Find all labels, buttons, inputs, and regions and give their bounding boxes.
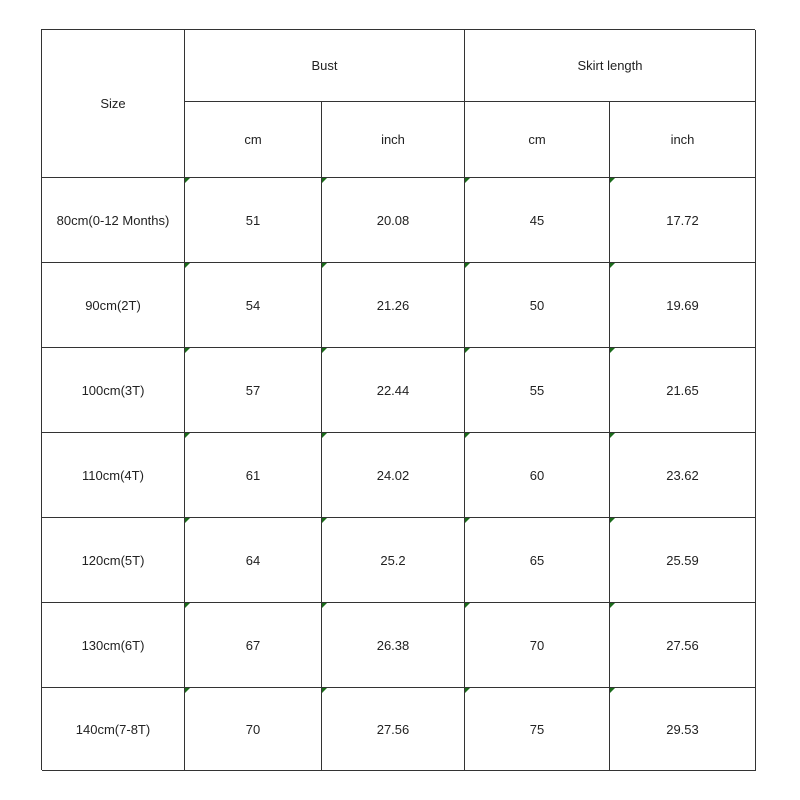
table-row-bust-cm — [185, 433, 322, 518]
bust-inch-header-label: inch — [381, 132, 405, 147]
skirt-cm-header — [465, 102, 610, 178]
bust-cm-header-label: cm — [244, 132, 262, 147]
bust-cm-header — [185, 102, 322, 178]
bust-cm-value: 51 — [245, 212, 261, 228]
bust-cm-value: 70 — [245, 721, 261, 737]
table-row-bust-cm — [185, 688, 322, 771]
skirt-cm-value: 45 — [529, 212, 545, 228]
table-row-size — [42, 263, 185, 348]
table-row-skirt-inch — [610, 263, 756, 348]
table-row-skirt-cm — [465, 178, 610, 263]
table-row-skirt-inch — [610, 433, 756, 518]
table-row-size — [42, 178, 185, 263]
table-row-bust-inch — [322, 348, 465, 433]
skirt-cm-value: 70 — [529, 637, 545, 653]
skirt-cm-value: 65 — [529, 552, 545, 568]
table-row-bust-cm — [185, 348, 322, 433]
skirt-inch-value: 19.69 — [666, 297, 699, 313]
size-value: 130cm(6T) — [81, 637, 145, 653]
skirt-inch-header — [610, 102, 756, 178]
skirt-length-header-label: Skirt length — [577, 58, 643, 73]
table-row-skirt-inch — [610, 688, 756, 771]
bust-inch-value: 27.56 — [376, 721, 410, 737]
size-value: 100cm(3T) — [81, 382, 145, 398]
size-value: 140cm(7-8T) — [75, 721, 151, 737]
bust-header-label: Bust — [311, 58, 338, 73]
bust-inch-value: 20.08 — [376, 212, 410, 228]
size-chart-table — [41, 29, 755, 770]
skirt-cm-value: 55 — [529, 382, 545, 398]
table-row-bust-inch — [322, 178, 465, 263]
bust-cm-value: 67 — [245, 637, 261, 653]
skirt-inch-value: 21.65 — [666, 382, 699, 398]
bust-cm-value: 54 — [245, 297, 261, 313]
skirt-inch-value: 29.53 — [666, 721, 699, 737]
table-row-skirt-cm — [465, 348, 610, 433]
bust-inch-value: 21.26 — [376, 297, 410, 313]
bust-inch-value: 26.38 — [376, 637, 410, 653]
size-value: 80cm(0-12 Months) — [56, 212, 170, 228]
size-value: 120cm(5T) — [81, 552, 145, 568]
table-row-skirt-inch — [610, 348, 756, 433]
table-row-bust-cm — [185, 263, 322, 348]
table-row-skirt-cm — [465, 263, 610, 348]
size-header-label: Size — [100, 96, 126, 111]
table-row-size — [42, 688, 185, 771]
table-row-bust-cm — [185, 603, 322, 688]
bust-cm-value: 57 — [245, 382, 261, 398]
skirt-cm-value: 75 — [529, 721, 545, 737]
table-row-size — [42, 518, 185, 603]
skirt-inch-header-label: inch — [670, 132, 695, 147]
table-row-bust-inch — [322, 433, 465, 518]
table-row-bust-inch — [322, 263, 465, 348]
table-row-bust-cm — [185, 518, 322, 603]
table-row-bust-inch — [322, 688, 465, 771]
bust-inch-value: 24.02 — [376, 467, 410, 483]
skirt-cm-header-label: cm — [528, 132, 546, 147]
skirt-inch-value: 25.59 — [666, 552, 699, 568]
table-row-skirt-cm — [465, 518, 610, 603]
skirt-cm-value: 60 — [529, 467, 545, 483]
skirt-inch-value: 27.56 — [666, 637, 699, 653]
table-row-skirt-cm — [465, 603, 610, 688]
table-row-bust-cm — [185, 178, 322, 263]
table-row-size — [42, 348, 185, 433]
table-row-skirt-inch — [610, 178, 756, 263]
bust-inch-header — [322, 102, 465, 178]
size-header — [42, 30, 185, 178]
skirt-inch-value: 17.72 — [666, 212, 699, 228]
bust-cm-value: 64 — [245, 552, 261, 568]
table-row-size — [42, 433, 185, 518]
table-row-skirt-cm — [465, 688, 610, 771]
table-row-skirt-inch — [610, 518, 756, 603]
table-row-skirt-cm — [465, 433, 610, 518]
skirt-cm-value: 50 — [529, 297, 545, 313]
bust-header — [185, 30, 465, 102]
size-value: 110cm(4T) — [82, 467, 144, 483]
table-row-bust-inch — [322, 603, 465, 688]
size-value: 90cm(2T) — [85, 297, 141, 313]
bust-cm-value: 61 — [245, 467, 261, 483]
bust-inch-value: 25.2 — [380, 552, 406, 568]
table-row-bust-inch — [322, 518, 465, 603]
skirt-inch-value: 23.62 — [666, 467, 699, 483]
skirt-length-header — [465, 30, 756, 102]
bust-inch-value: 22.44 — [376, 382, 410, 398]
table-row-size — [42, 603, 185, 688]
table-row-skirt-inch — [610, 603, 756, 688]
